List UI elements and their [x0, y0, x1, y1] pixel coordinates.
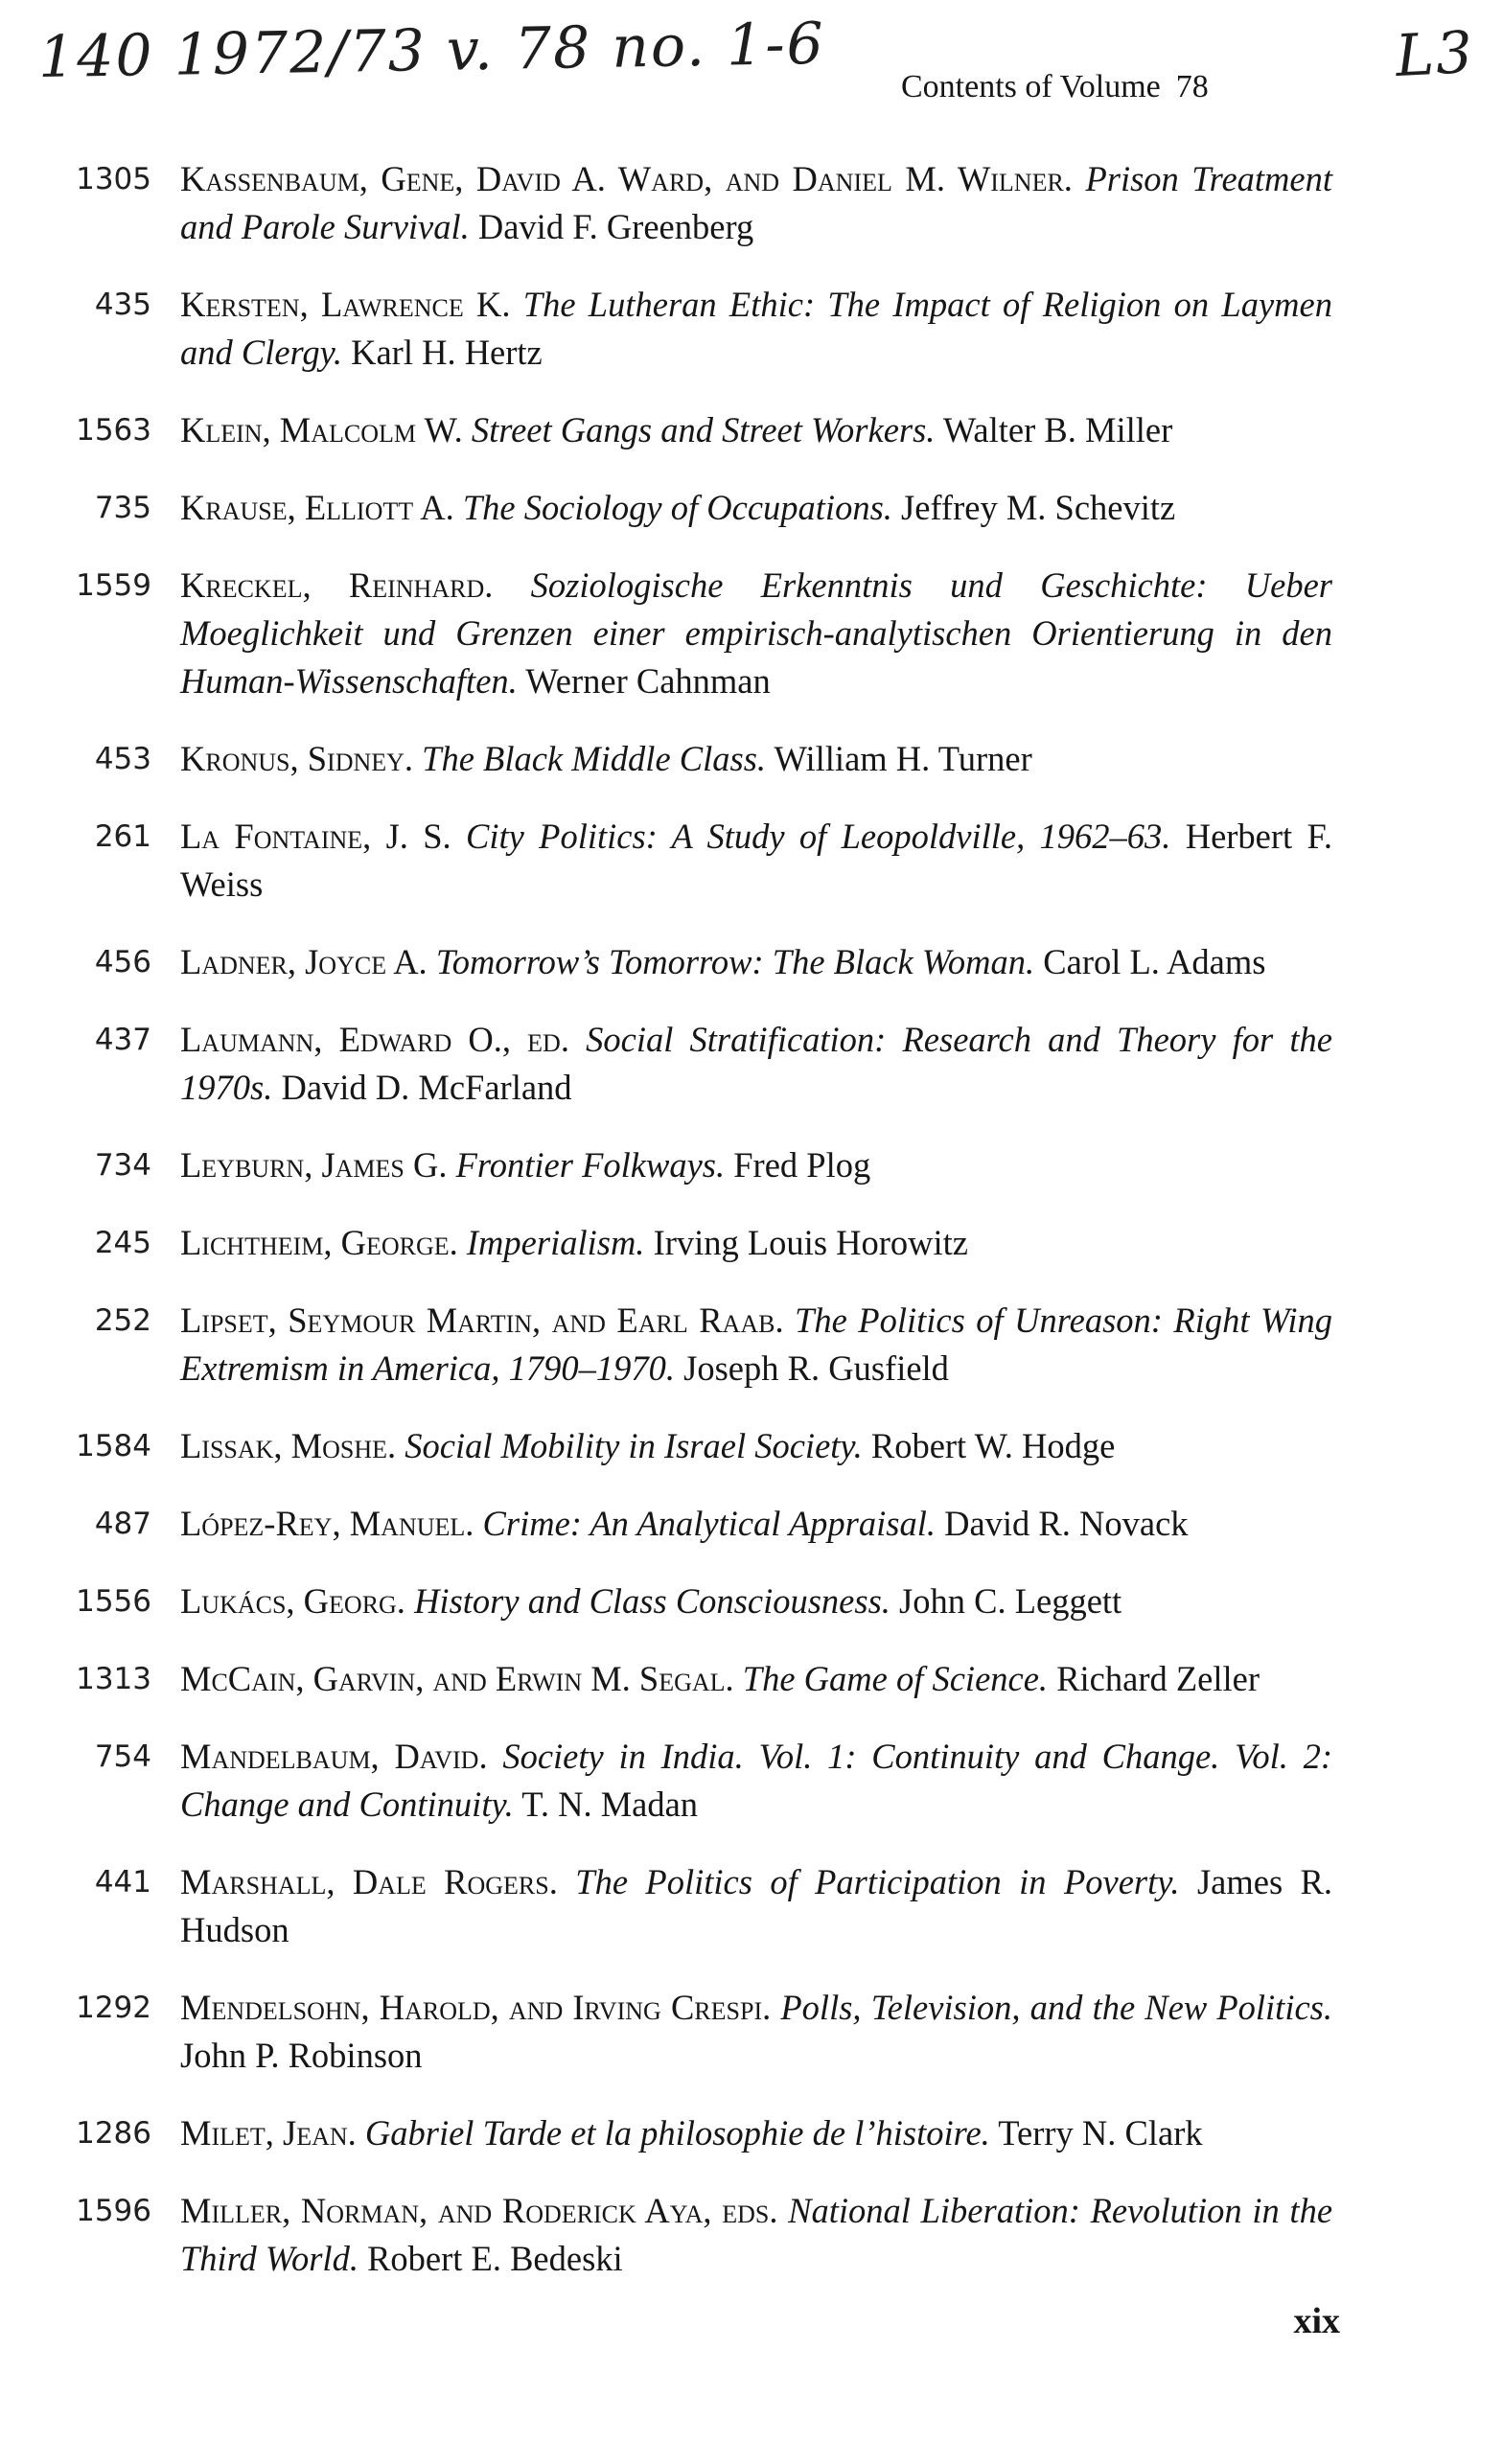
contents-entry	[48, 813, 1332, 909]
entry-reviewer: Herbert F. Weiss	[180, 817, 1333, 904]
entry-text	[180, 2187, 1332, 2283]
entry-text	[180, 155, 1332, 251]
contents-entry	[48, 406, 1332, 454]
entry-text	[180, 406, 1332, 454]
contents-entry	[48, 1858, 1332, 1954]
entry-author: Lissak, Moshe.	[180, 1426, 397, 1465]
entry-text	[180, 1984, 1332, 2080]
entry-author: Lukács, Georg.	[180, 1581, 405, 1621]
entry-author: Laumann, Edward O., ed.	[180, 1020, 569, 1059]
contents-entry	[48, 1297, 1332, 1393]
entry-author: Marshall, Dale Rogers.	[180, 1862, 558, 1901]
entry-book-title: The Sociology of Occupations.	[462, 488, 892, 527]
entry-author: Kassenbaum, Gene, David A. Ward, and Daniel M. Wilner.	[180, 159, 1073, 198]
entry-reviewer: Robert W. Hodge	[870, 1426, 1116, 1465]
entry-page-number: 252	[94, 1303, 151, 1338]
entry-text	[180, 1858, 1332, 1954]
running-head	[901, 69, 1209, 105]
entry-author: Mendelsohn, Harold, and Irving Crespi.	[180, 1988, 772, 2027]
entry-book-title: History and Class Consciousness.	[414, 1581, 890, 1621]
entry-reviewer: T. N. Madan	[521, 1785, 699, 1824]
entry-book-title: The Lutheran Ethic: The Impact of Religion on Laymen and Clergy.	[180, 285, 1332, 372]
entry-author: Kersten, Lawrence K.	[180, 285, 511, 324]
entry-reviewer: Jeffrey M. Schevitz	[901, 488, 1176, 527]
contents-entry	[48, 938, 1332, 986]
entry-page-number: 487	[94, 1507, 151, 1541]
entry-page-number: 441	[94, 1865, 151, 1900]
entry-page-number: 1292	[76, 1991, 151, 2025]
contents-entry	[48, 1984, 1332, 2080]
entry-reviewer: James R. Hudson	[180, 1862, 1333, 1949]
entry-author: López-Rey, Manuel.	[180, 1504, 474, 1543]
contents-list	[48, 155, 1332, 2313]
entry-reviewer: William H. Turner	[774, 739, 1032, 778]
entry-reviewer: David F. Greenberg	[477, 207, 754, 246]
entry-book-title: City Politics: A Study of Leopoldville, 1962–63.	[466, 817, 1171, 856]
entry-author: McCain, Garvin, and Erwin M. Segal.	[180, 1659, 734, 1698]
entry-book-title: Soziologische Erkenntnis und Geschichte: Ueber Moeglichkeit und Grenzen einer empirisch-analytischen Orientierung in den Human-Wissenschaften.	[180, 565, 1333, 701]
folio-page-number: xix	[1293, 2301, 1340, 2341]
entry-reviewer: Irving Louis Horowitz	[653, 1223, 969, 1262]
entry-page-number: 1563	[76, 413, 151, 448]
entry-text	[180, 1577, 1332, 1625]
entry-page-number: 754	[94, 1739, 151, 1774]
entry-reviewer: John P. Robinson	[180, 2036, 423, 2075]
entry-author: Kronus, Sidney.	[180, 739, 414, 778]
contents-entry	[48, 281, 1332, 377]
handwritten-annotation	[37, 10, 1476, 94]
entry-book-title: Gabriel Tarde et la philosophie de l’histoire.	[364, 2113, 990, 2153]
entry-author: Krause, Elliott A.	[180, 488, 454, 527]
entry-book-title: Street Gangs and Street Workers.	[471, 410, 936, 449]
entry-book-title: Crime: An Analytical Appraisal.	[482, 1504, 936, 1543]
entry-author: Milet, Jean.	[180, 2113, 357, 2153]
entry-reviewer: Joseph R. Gusfield	[683, 1348, 949, 1388]
entry-book-title: The Politics of Unreason: Right Wing Extremism in America, 1790–1970.	[180, 1301, 1332, 1388]
entry-book-title: Social Stratification: Research and Theory for the 1970s.	[180, 1020, 1332, 1107]
handwritten-shelf-mark: L3	[1394, 18, 1476, 91]
entry-author: Lichtheim, George.	[180, 1223, 458, 1262]
running-head-volume: 78	[1175, 69, 1209, 104]
entry-author: La Fontaine, J. S.	[180, 817, 451, 856]
entry-author: Klein, Malcolm W.	[180, 410, 463, 449]
entry-text	[180, 735, 1332, 783]
entry-page-number: 261	[94, 819, 151, 854]
entry-reviewer: David D. McFarland	[281, 1068, 572, 1107]
contents-entry	[48, 735, 1332, 783]
entry-book-title: Frontier Folkways.	[455, 1145, 726, 1185]
entry-page-number: 1556	[76, 1584, 151, 1619]
entry-page-number: 456	[94, 945, 151, 979]
entry-page-number: 1305	[76, 162, 151, 196]
entry-book-title: Social Mobility in Israel Society.	[405, 1426, 863, 1465]
entry-book-title: The Politics of Participation in Poverty.	[575, 1862, 1180, 1901]
entry-author: Leyburn, James G.	[180, 1145, 448, 1185]
contents-entry	[48, 484, 1332, 532]
entry-reviewer: David R. Novack	[944, 1504, 1189, 1543]
entry-book-title: Imperialism.	[466, 1223, 645, 1262]
entry-book-title: Tomorrow’s Tomorrow: The Black Woman.	[435, 942, 1035, 981]
handwritten-volume-note: 140 1972/73 v. 78 no. 1-6	[37, 10, 826, 92]
entry-author: Kreckel, Reinhard.	[180, 565, 494, 605]
entry-text	[180, 1733, 1332, 1829]
entry-page-number: 734	[94, 1148, 151, 1183]
entry-book-title: National Liberation: Revolution in the Third World.	[180, 2191, 1333, 2278]
entry-text	[180, 484, 1332, 532]
entry-book-title: Polls, Television, and the New Politics.	[780, 1988, 1332, 2027]
entry-reviewer: Robert E. Bedeski	[367, 2239, 623, 2278]
contents-entry	[48, 562, 1332, 705]
contents-entry	[48, 1141, 1332, 1189]
entry-author: Ladner, Joyce A.	[180, 942, 428, 981]
entry-text	[180, 1219, 1332, 1267]
entry-reviewer: Walter B. Miller	[942, 410, 1173, 449]
entry-reviewer: Terry N. Clark	[998, 2113, 1203, 2153]
entry-reviewer: Richard Zeller	[1056, 1659, 1260, 1698]
entry-book-title: Prison Treatment and Parole Survival.	[180, 159, 1332, 246]
contents-entry	[48, 1733, 1332, 1829]
entry-author: Mandelbaum, David.	[180, 1737, 488, 1776]
entry-page-number: 1286	[76, 2116, 151, 2151]
contents-entry	[48, 1219, 1332, 1267]
entry-book-title: The Black Middle Class.	[422, 739, 767, 778]
entry-page-number: 245	[94, 1226, 151, 1260]
entry-page-number: 735	[94, 491, 151, 525]
entry-reviewer: Fred Plog	[733, 1145, 871, 1185]
entry-reviewer: Werner Cahnman	[525, 661, 771, 701]
entry-text	[180, 281, 1332, 377]
running-head-title: Contents of Volume	[901, 69, 1161, 104]
entry-reviewer: Carol L. Adams	[1043, 942, 1266, 981]
contents-entry	[48, 1016, 1332, 1112]
entry-page-number: 1596	[76, 2194, 151, 2228]
entry-author: Miller, Norman, and Roderick Aya, eds.	[180, 2191, 778, 2230]
contents-entry	[48, 155, 1332, 251]
entry-page-number: 1584	[76, 1429, 151, 1463]
entry-page-number: 437	[94, 1023, 151, 1057]
entry-reviewer: John C. Leggett	[899, 1581, 1122, 1621]
entry-text	[180, 1655, 1332, 1703]
entry-text	[180, 1422, 1332, 1470]
entry-book-title: Society in India. Vol. 1: Continuity and Change. Vol. 2: Change and Continuity.	[180, 1737, 1332, 1824]
contents-entry	[48, 1422, 1332, 1470]
entry-text	[180, 1016, 1332, 1112]
contents-entry	[48, 1500, 1332, 1548]
entry-page-number: 453	[94, 742, 151, 776]
entry-text	[180, 1297, 1332, 1393]
contents-entry	[48, 1655, 1332, 1703]
entry-text	[180, 1141, 1332, 1189]
entry-text	[180, 1500, 1332, 1548]
contents-entry	[48, 2187, 1332, 2283]
entry-page-number: 435	[94, 288, 151, 322]
entry-book-title: The Game of Science.	[742, 1659, 1049, 1698]
contents-entry	[48, 2109, 1332, 2157]
entry-author: Lipset, Seymour Martin, and Earl Raab.	[180, 1301, 784, 1340]
entry-reviewer: Karl H. Hertz	[351, 333, 543, 372]
entry-text	[180, 813, 1332, 909]
contents-entry	[48, 1577, 1332, 1625]
entry-text	[180, 562, 1332, 705]
entry-page-number: 1313	[76, 1662, 151, 1696]
entry-text	[180, 938, 1332, 986]
entry-page-number: 1559	[76, 568, 151, 603]
entry-text	[180, 2109, 1332, 2157]
